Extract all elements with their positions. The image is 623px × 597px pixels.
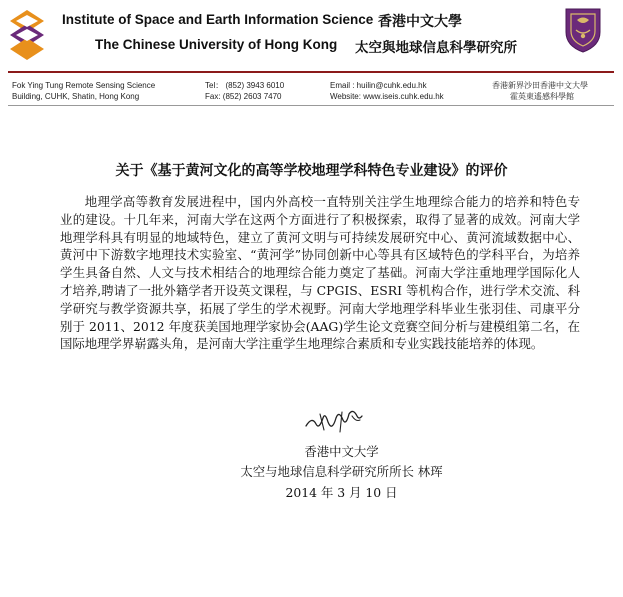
university-name-zh: 香港中文大學 [378,14,462,30]
contact-address-zh [492,80,588,102]
institute-name-en: Institute of Space and Earth Information Science [62,12,374,27]
address-zh-line: 霍英東遙感科學館 [510,92,574,101]
address-line: Fok Ying Tung Remote Sensing Science [12,81,156,90]
website-text: Website: www.iseis.cuhk.edu.hk [330,92,444,101]
signature-date: 2014 年 3 月 10 日 [285,485,398,500]
letterhead-divider [8,71,614,73]
email-text: Email : huilin@cuhk.edu.hk [330,81,427,90]
institute-name-zh: 太空與地球信息科學研究所 [355,40,517,56]
document-body: 地理学高等教育发展进程中，国内外高校一直特别关注学生地理综合能力的培养和特色专业的建设。十几年来，河南大学在这两个方面进行了积极探索，取得了显著的成效。河南大学地理学科具有明显的地域特色，建立了黄河文明与可持续发展研究中心、黄河流域数据中心、黄河中下游数字地理技术实验室、“黄河学”协同创新中心等具有区域特色的学科平台，为培养学生具备自然、人文与技术相结合的地理综合能力奠定了基础。河南大学注重地理学国际化人才培养,聘请了一批外籍学者开设英文课程，与 CPGIS、ESRI 等机构合作，进行学术交流、科学研究与教学资源共享，拓展了学生的学术视野。河南大学地理学科毕业生张羽佳、司康平分别于 2011、2012 年度获美国地理学家协会(AAG)学生论文竞赛空间分析与建模组第二名，在国际地理学界崭露头角，是河南大学注重学生地理综合素质和专业实践技能培养的体现。 [60,194,580,352]
address-line: Building, CUHK, Shatin, Hong Kong [12,92,140,101]
tel-text: Tel： (852) 3943 6010 [205,81,285,90]
iseis-logo-icon [8,8,46,60]
contact-phone [205,80,284,102]
cuhk-seal-icon [563,6,603,54]
signature-name: 太空与地球信息科学研究所所长 林珲 [240,464,443,479]
fax-text: Fax: (852) 2603 7470 [205,92,282,101]
handwritten-signature-icon [302,408,366,436]
address-zh-line: 香港新界沙田香港中文大學 [492,81,588,90]
contact-online [330,80,444,102]
document-title: 关于《基于黄河文化的高等学校地理学科特色专业建设》的评价 [115,163,508,179]
contact-address [12,80,155,102]
signature-organization: 香港中文大学 [304,444,379,459]
university-name-en: The Chinese University of Hong Kong [95,37,338,52]
contact-divider [8,105,614,106]
